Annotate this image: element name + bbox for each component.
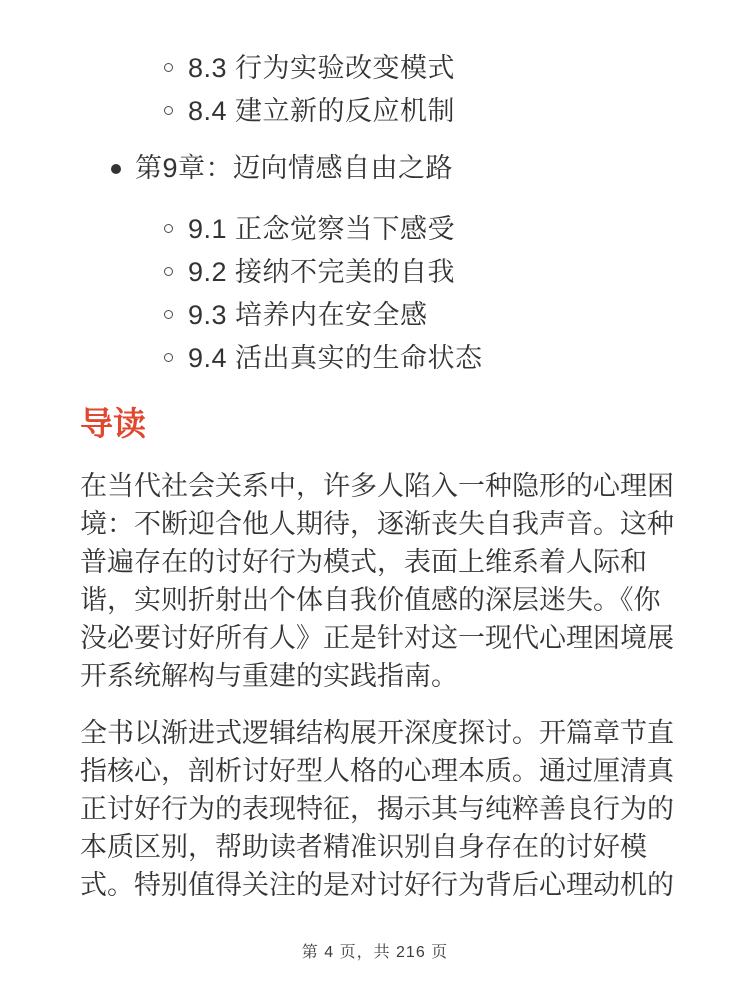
reading-guide-paragraph-1: 在当代社会关系中，许多人陷入一种隐形的心理困境：不断迎合他人期待，逐渐丧失自我声音。这种普遍存在的讨好行为模式，表面上维系着人际和谐，实则折射出个体自我价值感的深层迷失。《你没必要讨好所有人》正是针对这一现代心理困境展开系统解构与重建的实践指南。	[80, 471, 674, 691]
circle-bullet-icon	[164, 106, 173, 115]
reading-guide-heading: 导读	[80, 405, 146, 442]
toc-subitem-8-3	[80, 50, 688, 86]
toc-subitem-label: 9.4 活出真实的生命状态	[188, 343, 483, 373]
circle-bullet-icon	[164, 353, 173, 362]
page-number-indicator: 第 4 页，共 216 页	[301, 944, 449, 961]
toc-subitem-8-4	[80, 93, 688, 129]
toc-subitem-9-4	[80, 340, 688, 376]
circle-bullet-icon	[164, 63, 173, 72]
circle-bullet-icon	[164, 224, 173, 233]
circle-bullet-icon	[164, 310, 173, 319]
reading-guide-paragraph-2: 全书以渐进式逻辑结构展开深度探讨。开篇章节直指核心，剖析讨好型人格的心理本质。通过厘清真正讨好行为的表现特征，揭示其与纯粹善良行为的本质区别，帮助读者精准识别自身存在的讨好模式。特别值得关注的是对讨好行为背后心理动机的	[80, 718, 674, 900]
toc-subitem-label: 9.1 正念觉察当下感受	[188, 214, 456, 244]
toc-chapter-9	[80, 150, 688, 186]
toc-chapter-label: 第9章：迈向情感自由之路	[135, 153, 454, 183]
toc-subitem-9-2	[80, 254, 688, 290]
circle-bullet-icon	[164, 267, 173, 276]
toc-subitem-9-3	[80, 297, 688, 333]
toc-subitem-label: 9.3 培养内在安全感	[188, 300, 428, 330]
toc-subitem-9-1	[80, 211, 688, 247]
toc-subitem-label: 8.4 建立新的反应机制	[188, 96, 456, 126]
table-of-contents	[80, 50, 688, 376]
disc-bullet-icon	[111, 164, 121, 174]
toc-chapter-9-subitems	[80, 211, 688, 376]
toc-subitem-label: 9.2 接纳不完美的自我	[188, 257, 456, 287]
toc-subitem-label: 8.3 行为实验改变模式	[188, 53, 456, 83]
